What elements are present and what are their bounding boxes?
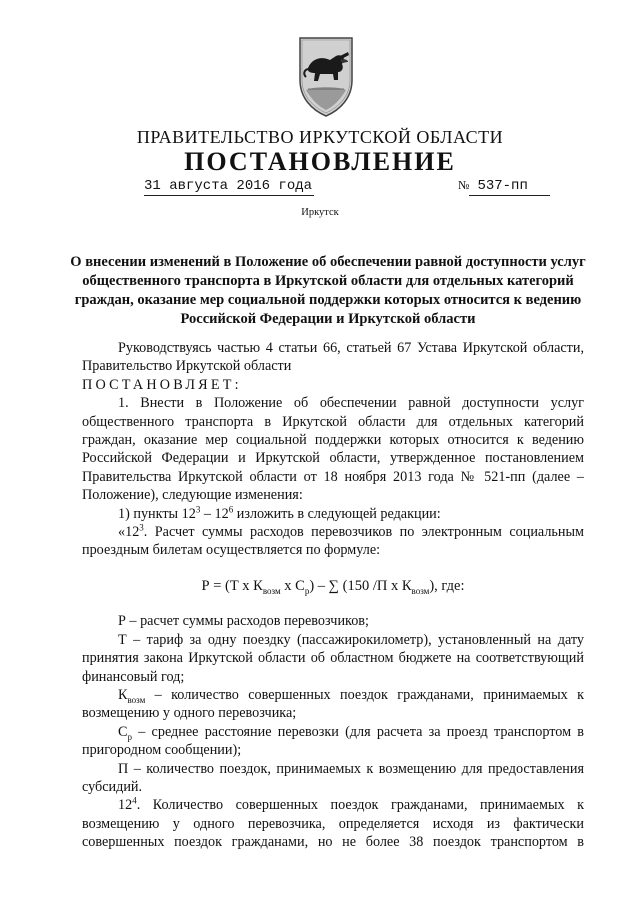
document-date: 31 августа 2016 года	[144, 178, 313, 194]
clause-12-3-paragraph: «$12^3$. Расчет суммы расходов перевозчиков по электронным социальным проездным билетам осуществляется по формуле:	[82, 522, 584, 559]
document-type-title: ПОСТАНОВЛЕНИЕ	[184, 147, 456, 176]
number-sign: №	[458, 178, 470, 192]
definition-n: П – количество поездок, принимаемых к возмещению для предоставления субсидий.	[82, 760, 584, 795]
formula: Р = (Т х $К_{возм}$ х $С_р$) – ∑ (150 /П х $К_{возм}$), где:	[201, 577, 465, 596]
decree-word: ПОСТАНОВЛЯЕТ:	[82, 376, 242, 393]
clause-12-4-paragraph: $12^4$. Количество совершенных поездок гражданами, принимаемых к возмещению у одного перевозчика, определяется исходя из фактически совершенных поездок гражданами, но не более 38 поездок транспортом в	[82, 795, 584, 851]
subitem-1-paragraph: 1) пункты $12^3 - 12^6$ изложить в следующей редакции:	[118, 503, 441, 522]
document-heading: О внесении изменений в Положение об обеспечении равной доступности услуг общественного транспорта в Иркутской области для отдельных категорий граждан, оказание мер социальной поддержки которых относится к ведению Российской Федерации и Иркутской области	[70, 254, 586, 327]
definition-p: Р – расчет суммы расходов перевозчиков;	[118, 613, 369, 630]
preamble-paragraph: Руководствуясь частью 4 статьи 66, статьей 67 Устава Иркутской области, Правительство Иркутской области	[82, 340, 584, 375]
document-city: Иркутск	[301, 207, 339, 218]
document-body	[82, 339, 584, 852]
item-1-paragraph: 1. Внести в Положение об обеспечении равной доступности услуг общественного транспорта в Иркутской области для отдельных категорий граждан, оказание мер социальной поддержки которых относится к ведению Российской Федерации и Иркутской области, утвержденное постановлением Правительства Иркутской области от 18 ноября 2013 года № 521-пп (далее – Положение), следующие изменения:	[82, 395, 584, 504]
irkutsk-coat-of-arms-icon	[296, 34, 356, 118]
definition-k: $К_{возм}$ – количество совершенных поездок гражданами, принимаемых к возмещению у одного перевозчика;	[82, 686, 584, 722]
definition-c: $С_р$ – среднее расстояние перевозки (для расчета за проезд транспортом в пригородном сообщении);	[82, 723, 584, 759]
document-number: 537-пп	[469, 178, 549, 196]
government-name: ПРАВИТЕЛЬСТВО ИРКУТСКОЙ ОБЛАСТИ	[136, 127, 504, 147]
document-number-block	[458, 178, 550, 194]
definition-t: Т – тариф за одну поездку (пассажирокилометр), установленный на дату принятия закона Иркутской области об областном бюджете на соответствующий финансовый год;	[82, 631, 584, 685]
